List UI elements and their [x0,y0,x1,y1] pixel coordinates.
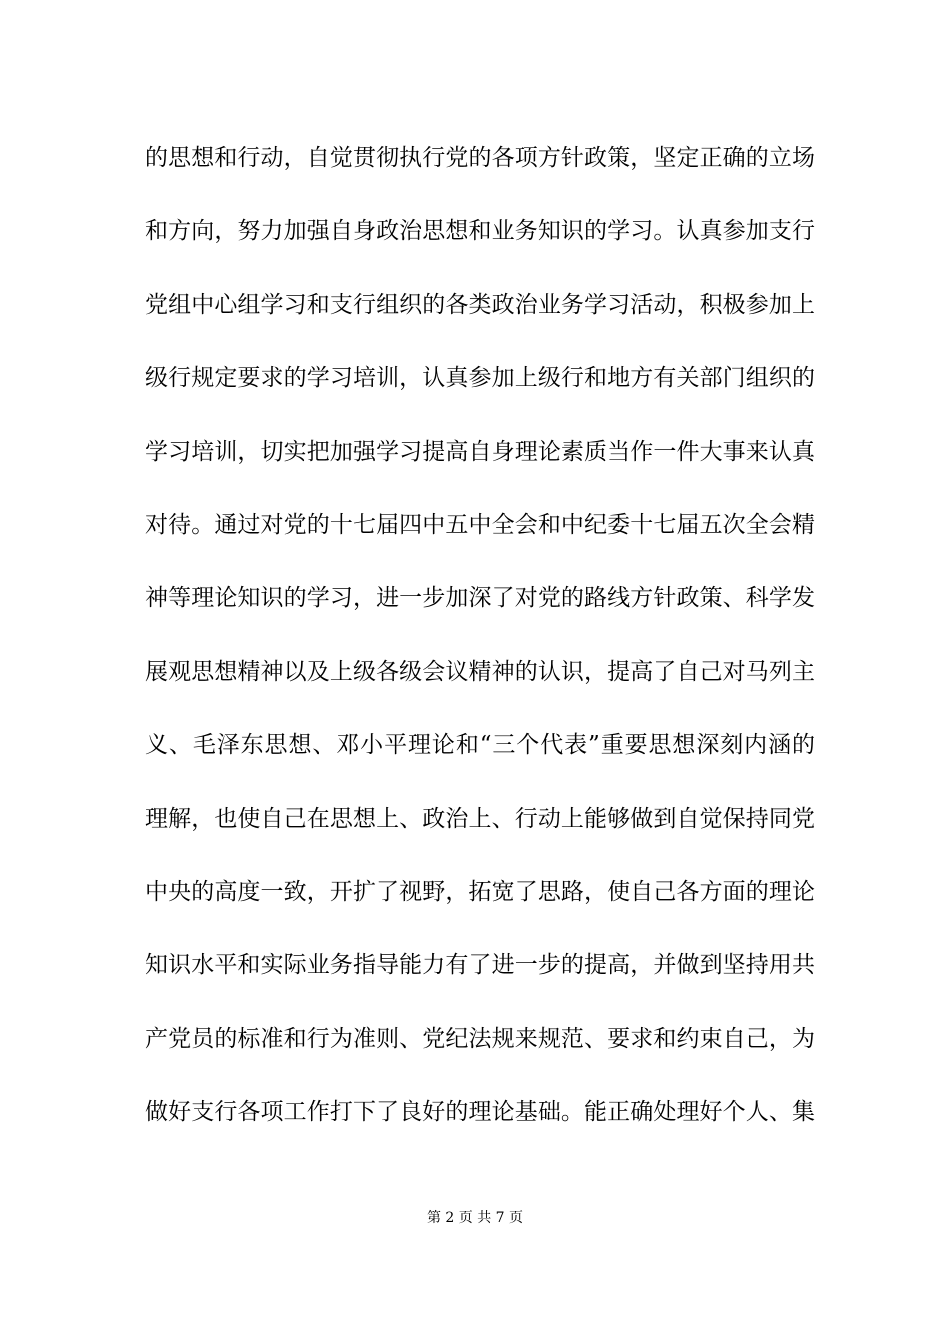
page-footer [0,1208,950,1228]
text-line-14: 做好支行各项工作打下了良好的理论基础。能正确处理好个人、集 [145,1099,815,1126]
text-line-5: 学习培训，切实把加强学习提高自身理论素质当作一件大事来认真 [145,438,815,465]
text-line-7: 神等理论知识的学习，进一步加深了对党的路线方针政策、科学发 [145,585,815,612]
page-number: 第 2 页 共 7 页 [426,1210,524,1226]
text-line-9: 义、毛泽东思想、邓小平理论和“三个代表”重要思想深刻内涵的 [145,732,815,759]
body-text [145,134,815,1137]
text-line-6: 对待。通过对党的十七届四中五中全会和中纪委十七届五次全会精 [145,511,815,538]
text-line-4: 级行规定要求的学习培训，认真参加上级行和地方有关部门组织的 [145,365,815,392]
text-line-1: 的思想和行动，自觉贯彻执行党的各项方针政策，坚定正确的立场 [145,145,815,171]
text-line-10: 理解，也使自己在思想上、政治上、行动上能够做到自觉保持同党 [145,805,815,832]
text-line-12: 知识水平和实际业务指导能力有了进一步的提高，并做到坚持用共 [145,952,815,979]
text-line-2: 和方向，努力加强自身政治思想和业务知识的学习。认真参加支行 [145,218,815,245]
text-line-8: 展观思想精神以及上级各级会议精神的认识，提高了自己对马列主 [145,658,815,685]
text-line-3: 党组中心组学习和支行组织的各类政治业务学习活动，积极参加上 [145,291,815,318]
text-line-13: 产党员的标准和行为准则、党纪法规来规范、要求和约束自己，为 [145,1025,815,1052]
text-line-11: 中央的高度一致，开扩了视野，拓宽了思路，使自己各方面的理论 [145,878,815,905]
